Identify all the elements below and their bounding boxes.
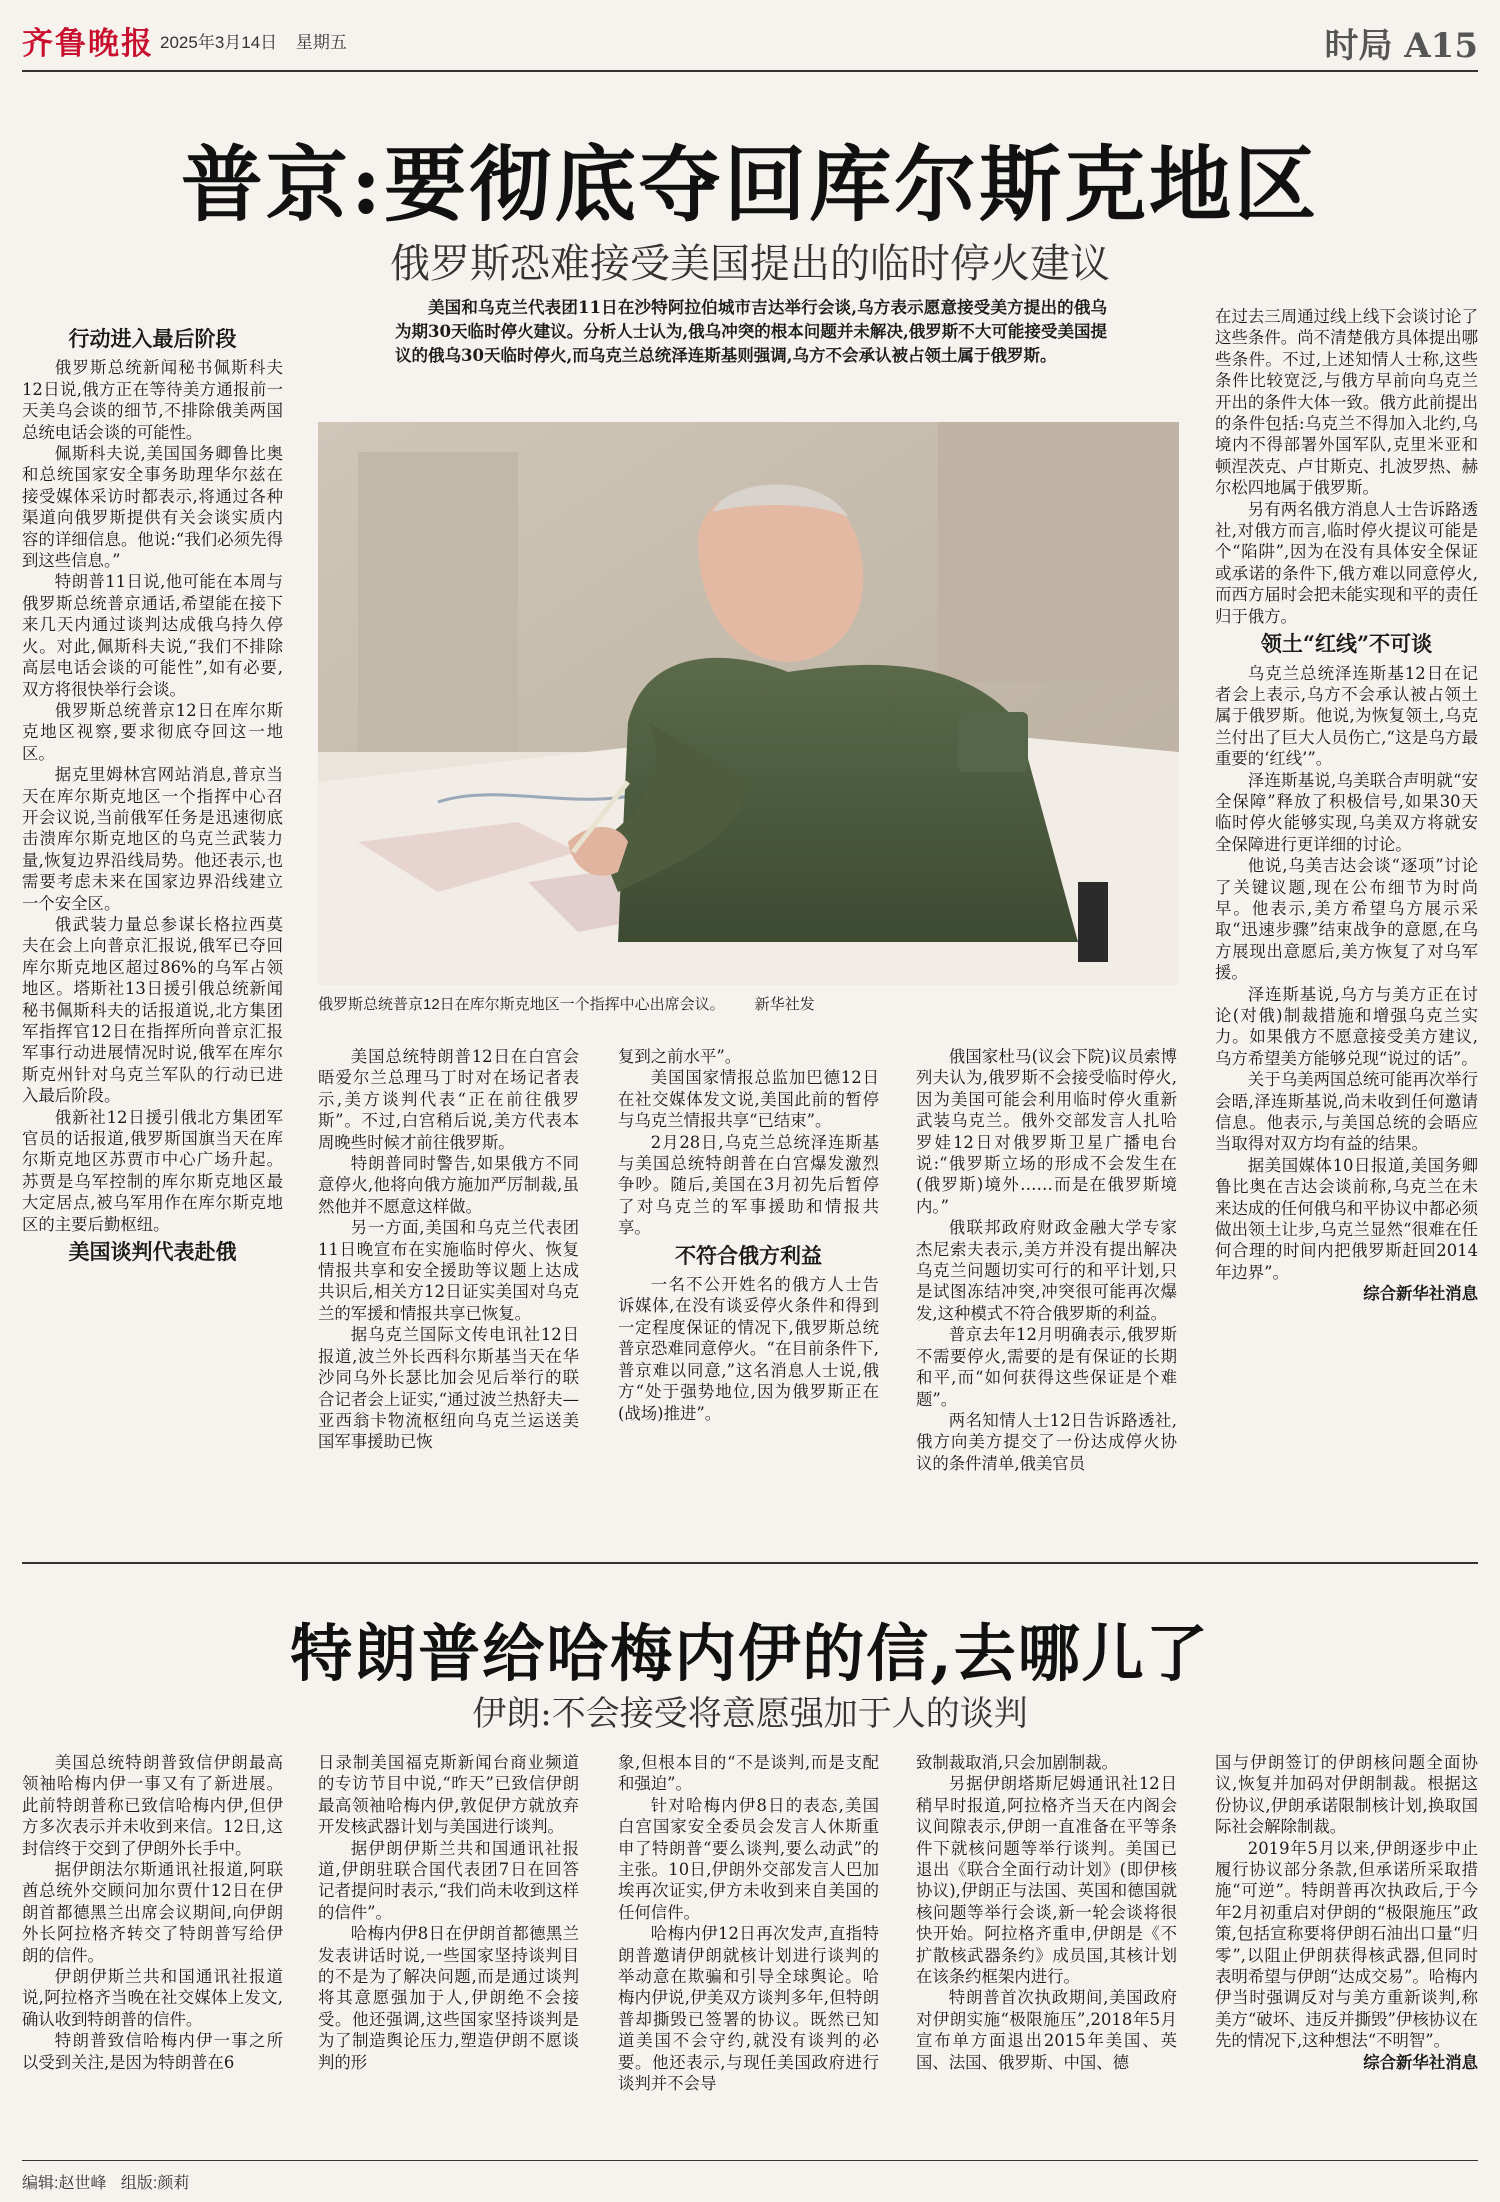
paragraph: 据美国媒体10日报道,美国务卿鲁比奥在吉达会谈前称,乌克兰在未来达成的任何俄乌和平协议中都必须做出领土让步,乌克兰显然“很难在任何合理的时间内把俄罗斯赶回2014年边界”。 [1215, 1155, 1478, 1282]
paragraph: 美国总统特朗普致信伊朗最高领袖哈梅内伊一事又有了新进展。此前特朗普称已致信哈梅内伊,但伊方多次表示并未收到来信。12日,这封信终于交到了伊朗外长手中。 [22, 1753, 283, 1858]
paragraph: 2019年5月以来,伊朗逐步中止履行协议部分条款,但承诺所采取措施“可逆”。特朗普再次执政后,于今年2月初重启对伊朗的“极限施压”政策,包括宣称要将伊朗石油出口量“归零”,以阻止伊朗获得核武器,但同时表明希望与伊朗“达成交易”。哈梅内伊当时强调反对与美方重新谈判,称美方“破坏、违反并撕毁”伊核协议在先的情况下,这种想法“不明智”。 [1215, 1838, 1478, 2051]
masthead-rule [22, 70, 1478, 72]
paragraph: 致制裁取消,只会加剧制裁。 [916, 1753, 1118, 1772]
story-divider [22, 1562, 1478, 1564]
story1-headline: 普京:要彻底夺回库尔斯克地区 [180, 137, 1320, 233]
paragraph: 哈梅内伊8日在伊朗首都德黑兰发表讲话时说,一些国家坚持谈判目的不是为了解决问题,而是通过谈判将其意愿强加于人,伊朗绝不会接受。他还强调,这些国家坚持谈判是为了制造舆论压力,塑造伊朗不愿谈判的形 [318, 1924, 579, 2072]
story1-column-4 [916, 1046, 1177, 1546]
paragraph: 另有两名俄方消息人士告诉路透社,对俄方而言,临时停火提议可能是个“陷阱”,因为在没有具体安全保证或承诺的条件下,俄方难以同意停火,而西方届时会把未能实现和平的责任归于俄方。 [1215, 499, 1478, 626]
paragraph: 特朗普首次执政期间,美国政府对伊朗实施“极限施压”,2018年5月宣布单方面退出2015年美国、英国、法国、俄罗斯、中国、德 [916, 1988, 1177, 2072]
paragraph: 哈梅内伊12日再次发声,直指特朗普邀请伊朗就核计划进行谈判的举动意在欺骗和引导全球舆论。哈梅内伊说,伊美双方谈判多年,但特朗普却撕毁已签署的协议。既然已知道美国不会守约,就没有谈判的必要。他还表示,与现任美国政府进行谈判并不会导 [618, 1924, 879, 2094]
story2-subheadline: 伊朗:不会接受将意愿强加于人的谈判 [472, 1694, 1028, 1734]
paragraph: 特朗普致信哈梅内伊一事之所以受到关注,是因为特朗普在6 [22, 2031, 283, 2072]
paragraph: 特朗普11日说,他可能在本周与俄罗斯总统普京通话,希望能在接下来几天内通过谈判达成俄乌持久停火。对此,佩斯科夫说,“我们不排除高层电话会谈的可能性”,如有必要,双方将很快举行会谈。 [22, 572, 283, 699]
issue-date: 2025年3月14日 [160, 33, 278, 52]
story1-column-3 [618, 1046, 879, 1546]
paragraph: 据克里姆林宫网站消息,普京当天在库尔斯克地区一个指挥中心召开会议说,当前俄军任务是迅速彻底击溃库尔斯克地区的乌克兰武装力量,恢复边界沿线局势。他还表示,也需要考虑未来在国家边界沿线建立一个安全区。 [22, 765, 283, 913]
story2-column-4 [916, 1752, 1177, 2152]
paragraph: 美国总统特朗普12日在白宫会晤爱尔兰总理马丁时对在场记者表示,美方谈判代表“正在前往俄罗斯”。不过,白宫稍后说,美方代表本周晚些时候才前往俄罗斯。 [318, 1047, 579, 1152]
paragraph: 关于乌美两国总统可能再次举行会晤,泽连斯基说,尚未收到任何邀请信息。他表示,与美国总统的会晤应当取得对双方均有益的结果。 [1215, 1070, 1478, 1154]
story2-credit: 综合新华社消息 [1363, 2052, 1478, 2072]
news-photo [318, 422, 1179, 985]
paragraph: 一名不公开姓名的俄方人士告诉媒体,在没有谈妥停火条件和得到一定程度保证的情况下,俄罗斯总统普京恐难同意停火。“在目前条件下,普京难以同意,”这名消息人士说,俄方“处于强势地位,因为俄罗斯正在(战场)推进”。 [618, 1275, 879, 1423]
paragraph: 在过去三周通过线上线下会谈讨论了这些条件。尚不清楚俄方具体提出哪些条件。不过,上述知情人士称,这些条件比较宽泛,与俄方早前向乌克兰开出的条件大体一致。俄方此前提出的条件包括:乌克兰不得加入北约,乌境内不得部署外国军队,克里米亚和顿涅茨克、卢甘斯克、扎波罗热、赫尔松四地属于俄罗斯。 [1215, 307, 1478, 498]
story1-column-1 [22, 322, 283, 1540]
photo-caption [318, 993, 1179, 1014]
story1-subheadline: 俄罗斯恐难接受美国提出的临时停火建议 [390, 241, 1110, 287]
story1-column-5 [1215, 306, 1478, 1552]
issue-weekday: 星期五 [295, 33, 347, 52]
paragraph: 泽连斯基说,乌方与美方正在讨论(对俄)制裁措施和增强乌克兰实力。如果俄方不愿意接受美方建议,乌方希望美方能够兑现“说过的话”。 [1215, 984, 1478, 1068]
paragraph: 佩斯科夫说,美国国务卿鲁比奥和总统国家安全事务助理华尔兹在接受媒体采访时都表示,将通过各种渠道向俄罗斯提供有关会谈实质内容的详细信息。他说:“我们必须先得到这些信息。” [22, 444, 283, 571]
paragraph: 两名知情人士12日告诉路透社,俄方向美方提交了一份达成停火协议的条件清单,俄美官员 [916, 1410, 1177, 1473]
section-page-label: 时局 A15 [1324, 26, 1478, 66]
paragraph: 俄国家杜马(议会下院)议员索博列夫认为,俄罗斯不会接受临时停火,因为美国可能会利用临时停火重新武装乌克兰。俄外交部发言人扎哈罗娃12日对俄罗斯卫星广播电台说:“俄罗斯立场的形成不会发生在(俄罗斯)境外……而是在俄罗斯境内。” [916, 1047, 1177, 1216]
paragraph: 据伊朗法尔斯通讯社报道,阿联酋总统外交顾问加尔贾什12日在伊朗首都德黑兰出席会议期间,向伊朗外长阿拉格齐转交了特朗普写给伊朗的信件。 [22, 1860, 283, 1965]
lead-paragraph: 美国和乌克兰代表团11日在沙特阿拉伯城市吉达举行会谈,乌方表示愿意接受美方提出的俄乌为期30天临时停火建议。分析人士认为,俄乌冲突的根本问题并未解决,俄罗斯不大可能接受美国提议的俄乌30天临时停火,而乌克兰总统泽连斯基则强调,乌方不会承认被占领土属于俄罗斯。 [395, 298, 1107, 365]
paragraph: 复到之前水平”。 [618, 1047, 742, 1066]
paragraph: 泽连斯基说,乌美联合声明就“安全保障”释放了积极信号,如果30天临时停火能够实现,乌美双方将就安全保障进行更详细的讨论。 [1215, 770, 1478, 854]
editor-credit: 编辑:赵世峰 [22, 2175, 107, 2192]
caption-source: 新华社发 [754, 996, 815, 1013]
subhead-not-in-russian-interest: 不符合俄方利益 [675, 1242, 822, 1268]
photo-putin-command-center [318, 422, 1179, 985]
paragraph: 象,但根本目的“不是谈判,而是支配和强迫”。 [618, 1753, 879, 1794]
paragraph: 国与伊朗签订的伊朗核问题全面协议,恢复并加码对伊朗制裁。根据这份协议,伊朗承诺限制核计划,换取国际社会解除制裁。 [1215, 1753, 1478, 1837]
paragraph: 另据伊朗塔斯尼姆通讯社12日稍早时报道,阿拉格齐当天在内阁会议间隙表示,伊朗一直准备在平等条件下就核问题等举行谈判。美国已退出《联合全面行动计划》(即伊核协议),伊朗正与法国、英国和德国就核问题等举行会谈,新一轮会谈将很快开始。阿拉格齐重申,伊朗是《不扩散核武器条约》成员国,其核计划在该条约框架内进行。 [916, 1774, 1177, 1987]
story2-column-5 [1215, 1752, 1478, 2152]
subhead-final-stage: 行动进入最后阶段 [68, 326, 237, 351]
paragraph: 美国国家情报总监加巴德12日在社交媒体发文说,美国此前的暂停与乌克兰情报共享“已结束”。 [618, 1068, 879, 1131]
paragraph: 俄联邦政府财政金融大学专家杰尼索夫表示,美方并没有提出解决乌克兰问题切实可行的和平计划,只是试图冻结冲突,冲突很可能再次爆发,这种模式不符合俄罗斯的利益。 [916, 1218, 1177, 1323]
paragraph: 俄新社12日援引俄北方集团军官员的话报道,俄罗斯国旗当天在库尔斯克地区苏贾市中心广场升起。苏贾是乌军控制的库尔斯克地区最大定居点,被乌军用作在库尔斯克地区的主要后勤枢纽。 [22, 1107, 283, 1234]
paragraph: 他说,乌美吉达会谈“逐项”讨论了关键议题,现在公布细节为时尚早。他表示,美方希望乌方展示采取“迅速步骤”结束战争的意愿,在乌方展现出意愿后,美方恢复了对乌军援。 [1215, 856, 1478, 983]
paragraph: 俄罗斯总统普京12日在库尔斯克地区视察,要求彻底夺回这一地区。 [22, 700, 283, 763]
paragraph: 普京去年12月明确表示,俄罗斯不需要停火,需要的是有保证的长期和平,而“如何获得这些保证是个难题”。 [916, 1325, 1177, 1409]
paragraph: 据伊朗伊斯兰共和国通讯社报道,伊朗驻联合国代表团7日在回答记者提问时表示,“我们尚未收到这样的信件”。 [318, 1838, 579, 1922]
layout-credit: 组版:颜莉 [120, 2175, 190, 2192]
story2-headline: 特朗普给哈梅内伊的信,去哪儿了 [290, 1617, 1210, 1690]
page-footer [22, 2170, 189, 2193]
paragraph: 针对哈梅内伊8日的表态,美国白宫国家安全委员会发言人休斯重申了特朗普“要么谈判,要么动武”的主张。10日,伊朗外交部发言人巴加埃再次证实,伊方未收到来自美国的任何信件。 [618, 1795, 879, 1922]
paragraph: 特朗普同时警告,如果俄方不同意停火,他将向俄方施加严厉制裁,虽然他并不愿意这样做。 [318, 1154, 579, 1216]
paragraph: 2月28日,乌克兰总统泽连斯基与美国总统特朗普在白宫爆发激烈争吵。随后,美国在3月初先后暂停了对乌克兰的军事援助和情报共享。 [618, 1132, 879, 1238]
story1-lead [395, 296, 1107, 368]
subhead-territory-red-line: 领土“红线”不可谈 [1260, 631, 1433, 657]
subhead-us-negotiators: 美国谈判代表赴俄 [68, 1239, 237, 1265]
footer-rule [22, 2160, 1478, 2161]
story2-column-1 [22, 1752, 283, 2152]
masthead-date [160, 28, 347, 53]
paragraph: 日录制美国福克斯新闻台商业频道的专访节目中说,“昨天”已致信伊朗最高领袖哈梅内伊,敦促伊方就放弃开发核武器计划与美国进行谈判。 [318, 1753, 579, 1837]
story2-column-2 [318, 1752, 579, 2152]
caption-text: 俄罗斯总统普京12日在库尔斯克地区一个指挥中心出席会议。 [318, 996, 725, 1013]
story1-column-2 [318, 1046, 579, 1546]
paragraph: 另一方面,美国和乌克兰代表团11日晚宣布在实施临时停火、恢复情报共享和安全援助等议题上达成共识后,相关方12日证实美国对乌克兰的军援和情报共享已恢复。 [318, 1218, 579, 1323]
paragraph: 俄罗斯总统新闻秘书佩斯科夫12日说,俄方正在等待美方通报前一天美乌会谈的细节,不排除俄美两国总统电话会谈的可能性。 [22, 358, 283, 442]
paragraph: 伊朗伊斯兰共和国通讯社报道说,阿拉格齐当晚在社交媒体上发文,确认收到特朗普的信件。 [22, 1967, 283, 2029]
paragraph: 俄武装力量总参谋长格拉西莫夫在会上向普京汇报说,俄军已夺回库尔斯克地区超过86%的乌军占领地区。塔斯社13日援引俄总统新闻秘书佩斯科夫的话报道说,北方集团军指挥官12日在指挥所向普京汇报军事行动进展情况时说,俄军在库尔斯克州针对乌克兰军队的行动已进入最后阶段。 [22, 914, 283, 1106]
masthead-logo: 齐鲁晚报 [22, 26, 154, 62]
paragraph: 乌克兰总统泽连斯基12日在记者会上表示,乌方不会承认被占领土属于俄罗斯。他说,为恢复领土,乌克兰付出了巨大人员伤亡,“这是乌方最重要的‘红线’”。 [1215, 663, 1478, 769]
story1-credit: 综合新华社消息 [1363, 1284, 1478, 1304]
paragraph: 据乌克兰国际文传电讯社12日报道,波兰外长西科尔斯基当天在华沙同乌外长瑟比加会见后举行的联合记者会上证实,“通过波兰热舒夫—亚西翁卡物流枢纽向乌克兰运送美国军事援助已恢 [318, 1325, 579, 1452]
story2-column-3 [618, 1752, 879, 2152]
